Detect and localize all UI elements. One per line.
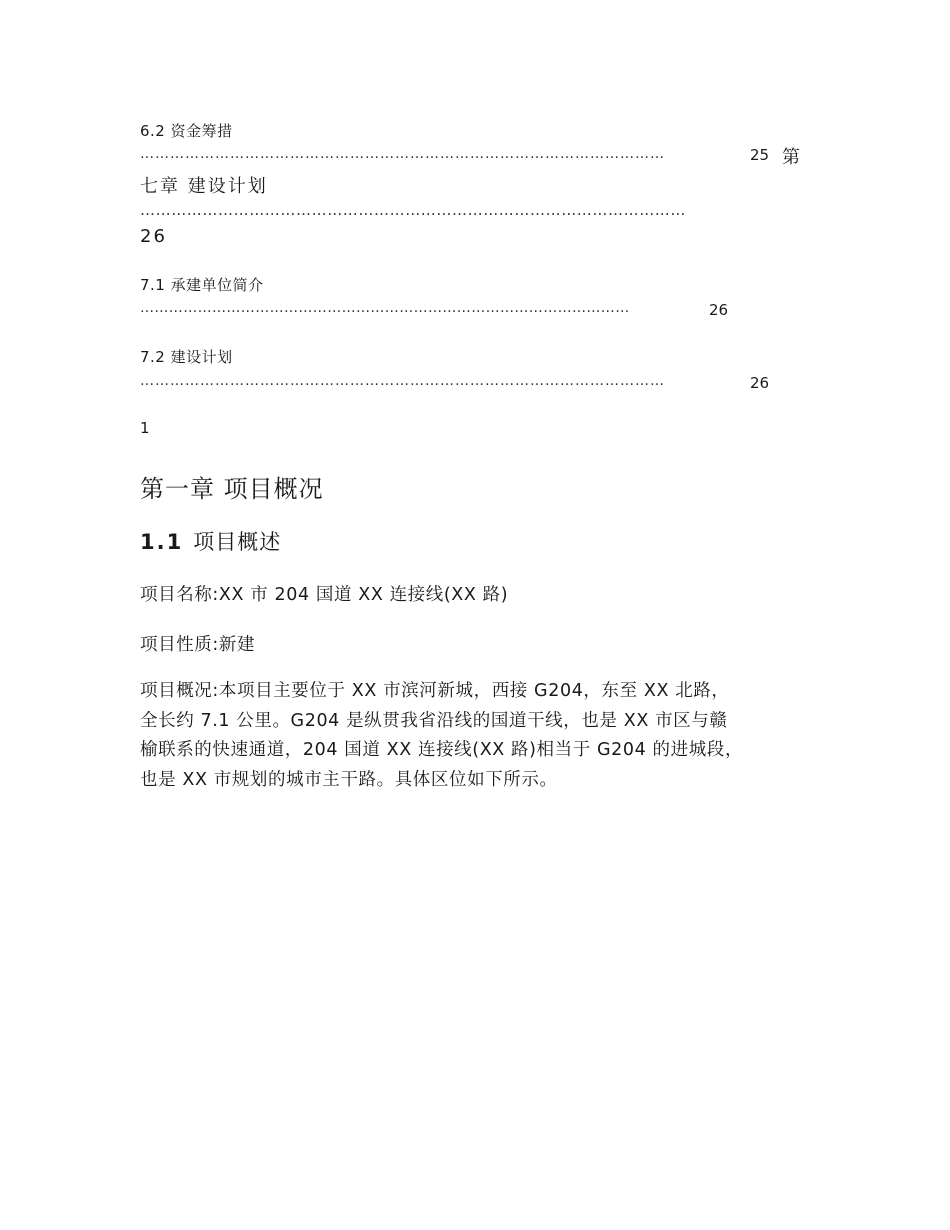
toc-entry-chapter-7-page: 26 — [140, 226, 167, 247]
toc-leader-dots: …………………………………………………………………………………………… — [140, 373, 665, 389]
project-name-line: 项目名称:XX 市 204 国道 XX 连接线(XX 路) — [140, 585, 509, 605]
toc-entry-chapter-7-prefix: 第 — [782, 147, 802, 168]
project-overview-paragraph — [140, 677, 820, 795]
section-heading — [140, 526, 281, 556]
section-title: 项目概述 — [193, 530, 282, 554]
toc-entry-7-2-label[interactable]: 7.2 建设计划 — [140, 348, 233, 366]
overview-line: 榆联系的快速通道，204 国道 XX 连接线(XX 路)相当于 G204 的进城段， — [140, 740, 744, 760]
toc-entry-6-2-label[interactable]: 6.2 资金筹措 — [140, 122, 233, 140]
overview-line: 也是 XX 市规划的城市主干路。具体区位如下所示。 — [140, 769, 558, 790]
toc-entry-7-1-page: 26 — [709, 301, 729, 319]
toc-entry-6-2-page: 25 — [750, 146, 770, 164]
section-number: 1.1 — [140, 530, 184, 554]
overview-line: 项目概况:本项目主要位于 XX 市滨河新城，西接 G204，东至 XX 北路， — [140, 681, 730, 701]
toc-entry-7-1-label[interactable]: 7.1 承建单位简介 — [140, 276, 264, 294]
toc-entry-chapter-7-label[interactable]: 七章 建设计划 — [140, 176, 268, 197]
toc-entry-7-2-page: 26 — [750, 374, 770, 392]
toc-leader-dots: ………………………………………………………………………………………… — [140, 300, 630, 316]
chapter-heading: 第一章 项目概况 — [140, 475, 324, 503]
toc-leader-dots: …………………………………………………………………………………………… — [140, 201, 686, 219]
overview-line: 全长约 7.1 公里。G204 是纵贯我省沿线的国道干线，也是 XX 市区与赣 — [140, 710, 728, 731]
project-nature-line: 项目性质:新建 — [140, 635, 256, 655]
page-number: 1 — [140, 419, 150, 437]
toc-leader-dots: …………………………………………………………………………………………… — [140, 146, 665, 162]
